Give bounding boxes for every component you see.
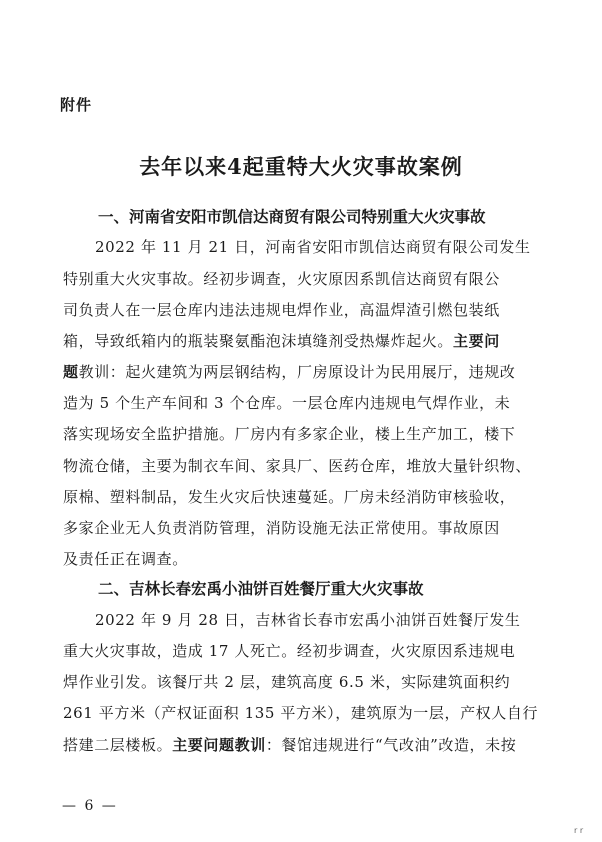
paragraph-line: 司负责人在一层仓库内违法违规电焊作业，高温焊渣引燃包装纸: [63, 301, 500, 319]
paragraph-text: ：餐馆违规进行“气改油”改造，未按: [265, 736, 517, 754]
paragraph-line: [63, 734, 543, 755]
attachment-label: 附件: [60, 96, 93, 114]
corner-mark: r r: [574, 826, 584, 835]
paragraph-line: 多家企业无人负责消防管理，消防设施无法正常使用。事故原因: [63, 519, 500, 537]
paragraph-line: 及责任正在调查。: [63, 550, 188, 568]
paragraph-line: 2022 年 9 月 28 日，吉林省长春市宏禹小油饼百姓餐厅发生: [95, 611, 521, 629]
page-title: 去年以来4起重特大火灾事故案例: [139, 154, 463, 179]
paragraph-line: 原棉、塑料制品，发生火灾后快速蔓延。厂房未经消防审核验收，: [63, 488, 516, 506]
paragraph-text: 搭建二层楼板。: [63, 736, 173, 754]
section-1-heading: 一、河南省安阳市凯信达商贸有限公司特别重大火灾事故: [98, 208, 486, 226]
paragraph-text: 教训：起火建筑为两层钢结构，厂房原设计为民用展厅，违规改: [78, 363, 516, 381]
section-2-heading: 二、吉林长春宏禹小油饼百姓餐厅重大火灾事故: [98, 580, 424, 598]
paragraph-line: 特别重大火灾事故。经初步调查，火灾原因系凯信达商贸有限公: [63, 270, 500, 288]
paragraph-line: 造为 5 个生产车间和 3 个仓库。一层仓库内违规电气焊作业，未: [63, 394, 511, 412]
page-number: — 6 —: [62, 798, 118, 814]
paragraph-line: 2022 年 11 月 21 日，河南省安阳市凯信达商贸有限公司发生: [95, 238, 531, 256]
emphasis-text: 主要问: [453, 332, 500, 350]
emphasis-text: 题: [63, 363, 79, 381]
paragraph-line: [63, 361, 543, 382]
paragraph-line: 重大火灾事故，造成 17 人死亡。经初步调查，火灾原因系违规电: [63, 642, 516, 660]
paragraph-line: 落实现场安全监护措施。厂房内有多家企业，楼上生产加工，楼下: [63, 425, 516, 443]
paragraph-line: [63, 330, 543, 351]
paragraph-text: 箱，导致纸箱内的瓶装聚氨酯泡沫填缝剂受热爆炸起火。: [63, 332, 454, 350]
paragraph-line: 261 平方米（产权证面积 135 平方米），建筑原为一层，产权人自行: [63, 704, 539, 722]
emphasis-text: 主要问题教训: [172, 736, 266, 754]
paragraph-line: 物流仓储，主要为制衣车间、家具厂、医药仓库，堆放大量针织物、: [63, 457, 532, 475]
paragraph-line: 焊作业引发。该餐厅共 2 层，建筑高度 6.5 米，实际建筑面积约: [63, 673, 511, 691]
